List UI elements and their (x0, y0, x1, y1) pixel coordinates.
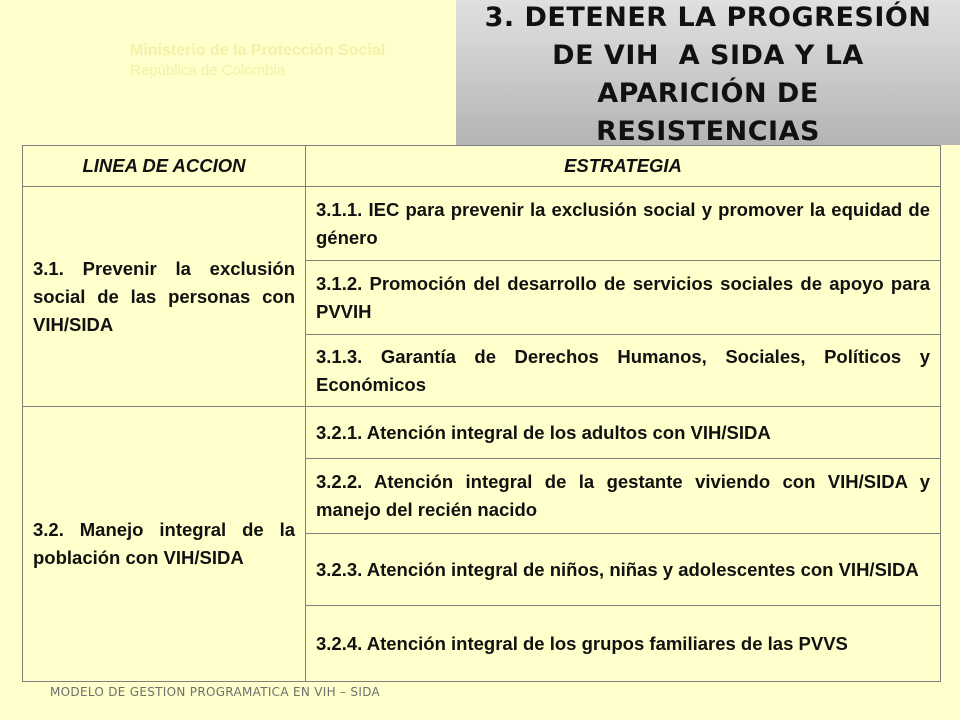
country-name: República de Colombia (130, 62, 286, 79)
strategy-table (22, 145, 941, 682)
header-linea-de-accion: LINEA DE ACCION (23, 146, 306, 187)
table-row (23, 407, 941, 459)
strategy-3-2-3: 3.2.3. Atención integral de niños, niñas y adolescentes con VIH/SIDA (306, 534, 941, 606)
title-line-4: RESISTENCIAS (596, 116, 820, 147)
header-estrategia: ESTRATEGIA (306, 146, 941, 187)
title-line-3: APARICIÓN DE (597, 78, 819, 109)
slide-title (456, 0, 960, 151)
footer-caption: MODELO DE GESTION PROGRAMATICA EN VIH – SIDA (50, 685, 381, 699)
action-line-3-1: 3.1. Prevenir la exclusión social de las personas con VIH/SIDA (23, 187, 306, 407)
strategy-3-1-1: 3.1.1. IEC para prevenir la exclusión social y promover la equidad de género (306, 187, 941, 261)
strategy-3-1-3: 3.1.3. Garantía de Derechos Humanos, Sociales, Políticos y Económicos (306, 335, 941, 407)
table-row (23, 187, 941, 261)
ministry-name: Ministerio de la Protección Social (130, 42, 386, 59)
ministry-logo-text (130, 42, 385, 79)
table-header-row (23, 146, 941, 187)
slide-title-box (456, 0, 960, 145)
strategy-3-2-1: 3.2.1. Atención integral de los adultos con VIH/SIDA (306, 407, 941, 459)
title-line-2: DE VIH A SIDA Y LA (552, 40, 864, 71)
strategy-3-2-4: 3.2.4. Atención integral de los grupos familiares de las PVVS (306, 606, 941, 682)
strategy-3-1-2: 3.1.2. Promoción del desarrollo de servicios sociales de apoyo para PVVIH (306, 261, 941, 335)
title-line-1: 3. DETENER LA PROGRESIÓN (484, 2, 932, 33)
strategy-3-2-2: 3.2.2. Atención integral de la gestante viviendo con VIH/SIDA y manejo del recién nacido (306, 459, 941, 534)
action-line-3-2: 3.2. Manejo integral de la población con VIH/SIDA (23, 407, 306, 682)
